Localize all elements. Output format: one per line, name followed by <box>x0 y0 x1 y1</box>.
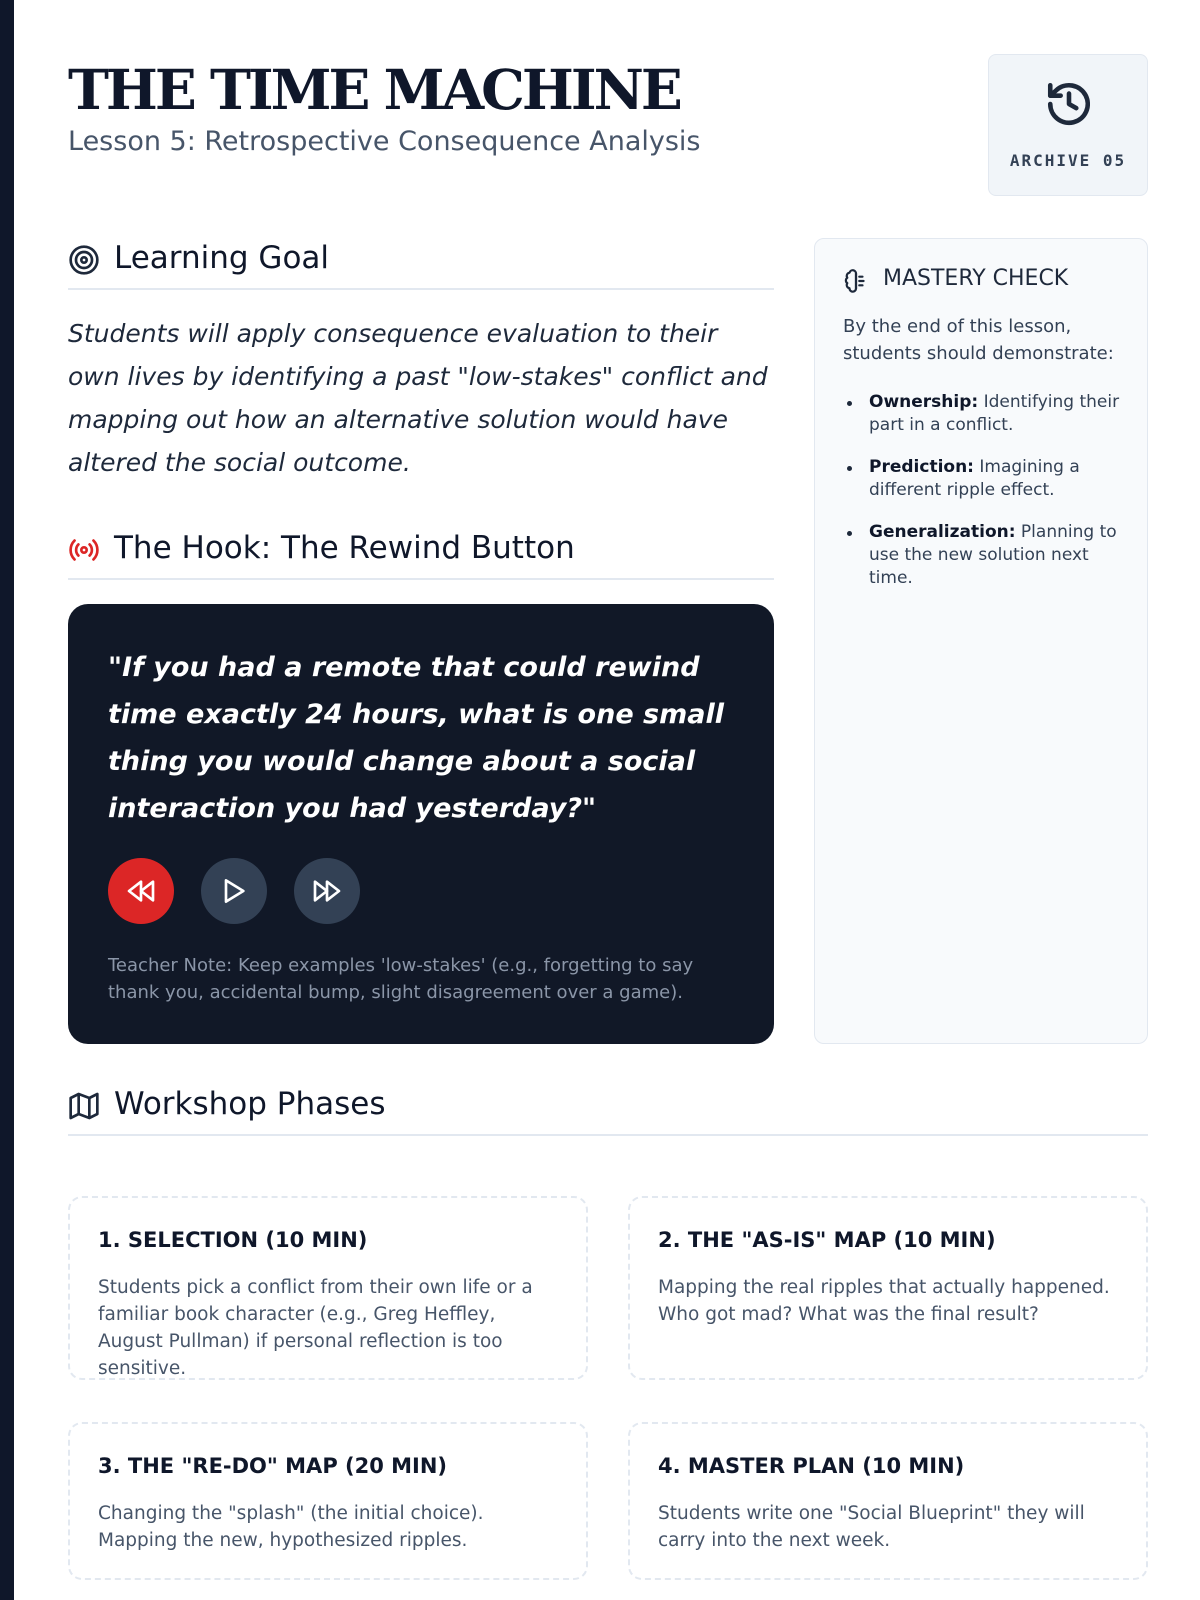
mastery-desc: Planning to use the new solution next time. <box>869 522 1117 588</box>
learning-goal-text: Students will apply consequence evaluation to their own lives by identifying a past "low-stakes" conflict and mapping out how an alternative solution would have altered the social outcome. <box>68 319 768 477</box>
mastery-intro: By the end of this lesson, students should demonstrate: <box>843 316 1114 364</box>
phase-card <box>68 1196 588 1380</box>
phase-body: Changing the "splash" (the initial choice). Mapping the new, hypothesized ripples. <box>98 1503 484 1551</box>
phase-card <box>68 1422 588 1580</box>
archive-label: ARCHIVE 05 <box>1009 151 1127 170</box>
fast-forward-button[interactable] <box>294 858 360 924</box>
hook-heading <box>68 528 774 580</box>
list-item <box>843 521 1128 590</box>
mastery-check-panel <box>814 238 1148 1044</box>
lesson-page <box>68 0 1148 1600</box>
mastery-desc: Identifying their part in a conflict. <box>869 392 1120 435</box>
hook-quote: "If you had a remote that could rewind time exactly 24 hours, what is one small thing you would change about a social interaction you had yesterday?" <box>108 652 724 824</box>
phase-title: 4. MASTER PLAN (10 MIN) <box>658 1454 965 1478</box>
phase-title: 2. THE "AS-IS" MAP (10 MIN) <box>658 1228 996 1252</box>
play-button[interactable] <box>201 858 267 924</box>
list-item <box>843 391 1128 437</box>
mastery-term: Ownership: <box>869 392 979 412</box>
rewind-button[interactable] <box>108 858 174 924</box>
broadcast-icon <box>68 534 100 566</box>
phase-body: Mapping the real ripples that actually happened. Who got mad? What was the final result? <box>658 1277 1110 1325</box>
phase-body: Students pick a conflict from their own life or a familiar book character (e.g., Greg Heffley, August Pullman) if personal reflection is too sensitive. <box>98 1277 533 1379</box>
mastery-check-title: MASTERY CHECK <box>883 266 1069 291</box>
phase-title: 3. THE "RE-DO" MAP (20 MIN) <box>98 1454 448 1478</box>
hook-title: The Hook: The Rewind Button <box>114 530 575 566</box>
mastery-desc: Imagining a different ripple effect. <box>869 457 1080 500</box>
archive-badge <box>988 54 1148 196</box>
play-icon <box>218 875 250 907</box>
left-edge-bar <box>0 0 14 1600</box>
map-icon <box>68 1090 100 1122</box>
mastery-list <box>843 391 1128 609</box>
hook-card <box>68 604 774 1044</box>
brain-icon <box>843 268 869 294</box>
teacher-note: Teacher Note: Keep examples 'low-stakes' (e.g., forgetting to say thank you, accidental bump, slight disagreement over a game). <box>108 955 694 1003</box>
phase-body: Students write one "Social Blueprint" they will carry into the next week. <box>658 1503 1085 1551</box>
learning-goal-heading <box>68 238 774 290</box>
phase-card <box>628 1422 1148 1580</box>
mastery-check-heading <box>843 265 1133 297</box>
mastery-term: Generalization: <box>869 522 1016 542</box>
page-title: THE TIME MACHINE <box>68 57 680 122</box>
phase-card <box>628 1196 1148 1380</box>
workshop-heading <box>68 1084 1148 1136</box>
rewind-icon <box>125 875 157 907</box>
workshop-title: Workshop Phases <box>114 1086 386 1122</box>
history-icon <box>1044 79 1094 129</box>
fast-forward-icon <box>311 875 343 907</box>
learning-goal-title: Learning Goal <box>114 240 330 276</box>
mastery-term: Prediction: <box>869 457 974 477</box>
target-icon <box>68 244 100 276</box>
page-subtitle: Lesson 5: Retrospective Consequence Analysis <box>68 126 701 157</box>
list-item <box>843 456 1128 502</box>
phase-title: 1. SELECTION (10 MIN) <box>98 1228 368 1252</box>
